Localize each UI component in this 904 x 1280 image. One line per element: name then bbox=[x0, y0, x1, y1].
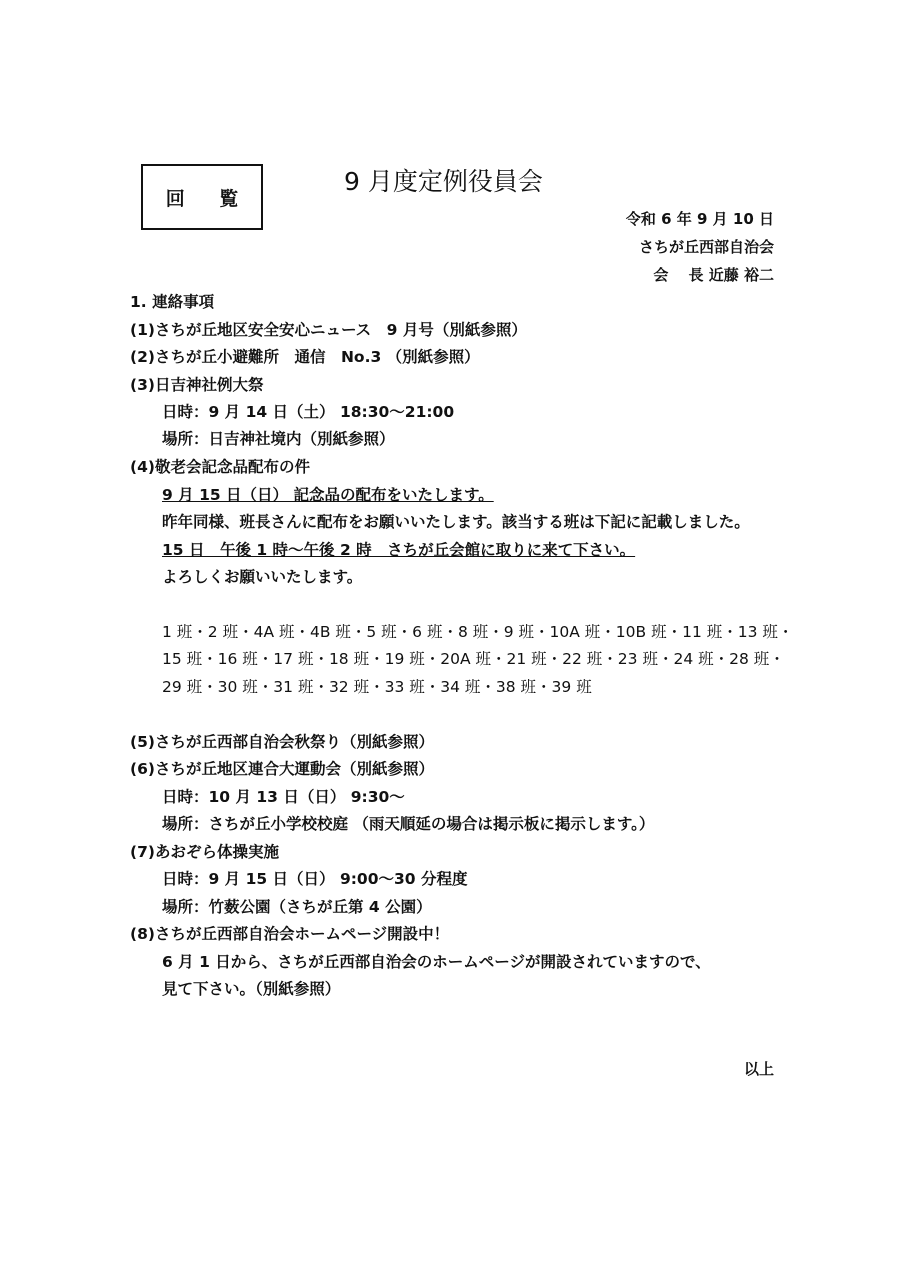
item-4-closing: よろしくお願いいたします。 bbox=[162, 568, 363, 586]
item-4-pickup: 15 日 午後 1 時～午後 2 時 さちが丘会館に取りに来て下さい。 bbox=[162, 541, 636, 559]
issue-date: 令和 6 年 9 月 10 日 bbox=[625, 210, 774, 228]
item-8: (8)さちが丘西部自治会ホームページ開設中！ bbox=[130, 925, 450, 943]
item-7-place: 場所：竹薮公園（さちが丘第 4 公園） bbox=[162, 898, 432, 916]
stamp-label: 回 覧 bbox=[165, 187, 253, 210]
item-2: (2)さちが丘小避難所 通信 No.3 （別紙参照） bbox=[130, 348, 480, 366]
group-list-line-3: 29 班・30 班・31 班・32 班・33 班・34 班・38 班・39 班 bbox=[162, 678, 592, 696]
item-6-place: 場所：さちが丘小学校校庭 （雨天順延の場合は掲示板に掲示します。） bbox=[162, 815, 655, 833]
item-8-detail: 6 月 1 日から、さちが丘西部自治会のホームページが開設されていますので、 bbox=[162, 953, 711, 971]
item-4-date: 9 月 15 日（日） 記念品の配布をいたします。 bbox=[162, 486, 494, 504]
document-title: 9 月度定例役員会 bbox=[344, 167, 543, 196]
circulation-stamp bbox=[141, 164, 263, 230]
president-name: 会 長 近藤 裕二 bbox=[653, 266, 774, 284]
item-6-datetime: 日時：10 月 13 日（日） 9:30～ bbox=[162, 788, 405, 806]
item-7-datetime: 日時：9 月 15 日（日） 9:00～30 分程度 bbox=[162, 870, 468, 888]
item-4-note: 昨年同様、班長さんに配布をお願いいたします。該当する班は下記に記載しました。 bbox=[162, 513, 750, 531]
item-7: (7)あおぞら体操実施 bbox=[130, 843, 279, 861]
item-8-note: 見て下さい。（別紙参照） bbox=[162, 980, 341, 998]
group-list-line-2: 15 班・16 班・17 班・18 班・19 班・20A 班・21 班・22 班・23 班・24 班・28 班・ bbox=[162, 650, 785, 668]
item-1: (1)さちが丘地区安全安心ニュース 9 月号（別紙参照） bbox=[130, 321, 527, 339]
item-3: (3)日吉神社例大祭 bbox=[130, 376, 264, 394]
item-3-datetime: 日時：9 月 14 日（土） 18:30～21:00 bbox=[162, 403, 455, 421]
organization-name: さちが丘西部自治会 bbox=[638, 238, 774, 256]
section-heading: 1. 連絡事項 bbox=[130, 293, 215, 311]
closing-mark: 以上 bbox=[743, 1060, 774, 1078]
item-5: (5)さちが丘西部自治会秋祭り（別紙参照） bbox=[130, 733, 434, 751]
group-list-line-1: 1 班・2 班・4A 班・4B 班・5 班・6 班・8 班・9 班・10A 班・10B 班・11 班・13 班・ bbox=[162, 623, 794, 641]
item-3-place: 場所：日吉神社境内（別紙参照） bbox=[162, 430, 395, 448]
item-4: (4)敬老会記念品配布の件 bbox=[130, 458, 310, 476]
item-6: (6)さちが丘地区連合大運動会（別紙参照） bbox=[130, 760, 434, 778]
